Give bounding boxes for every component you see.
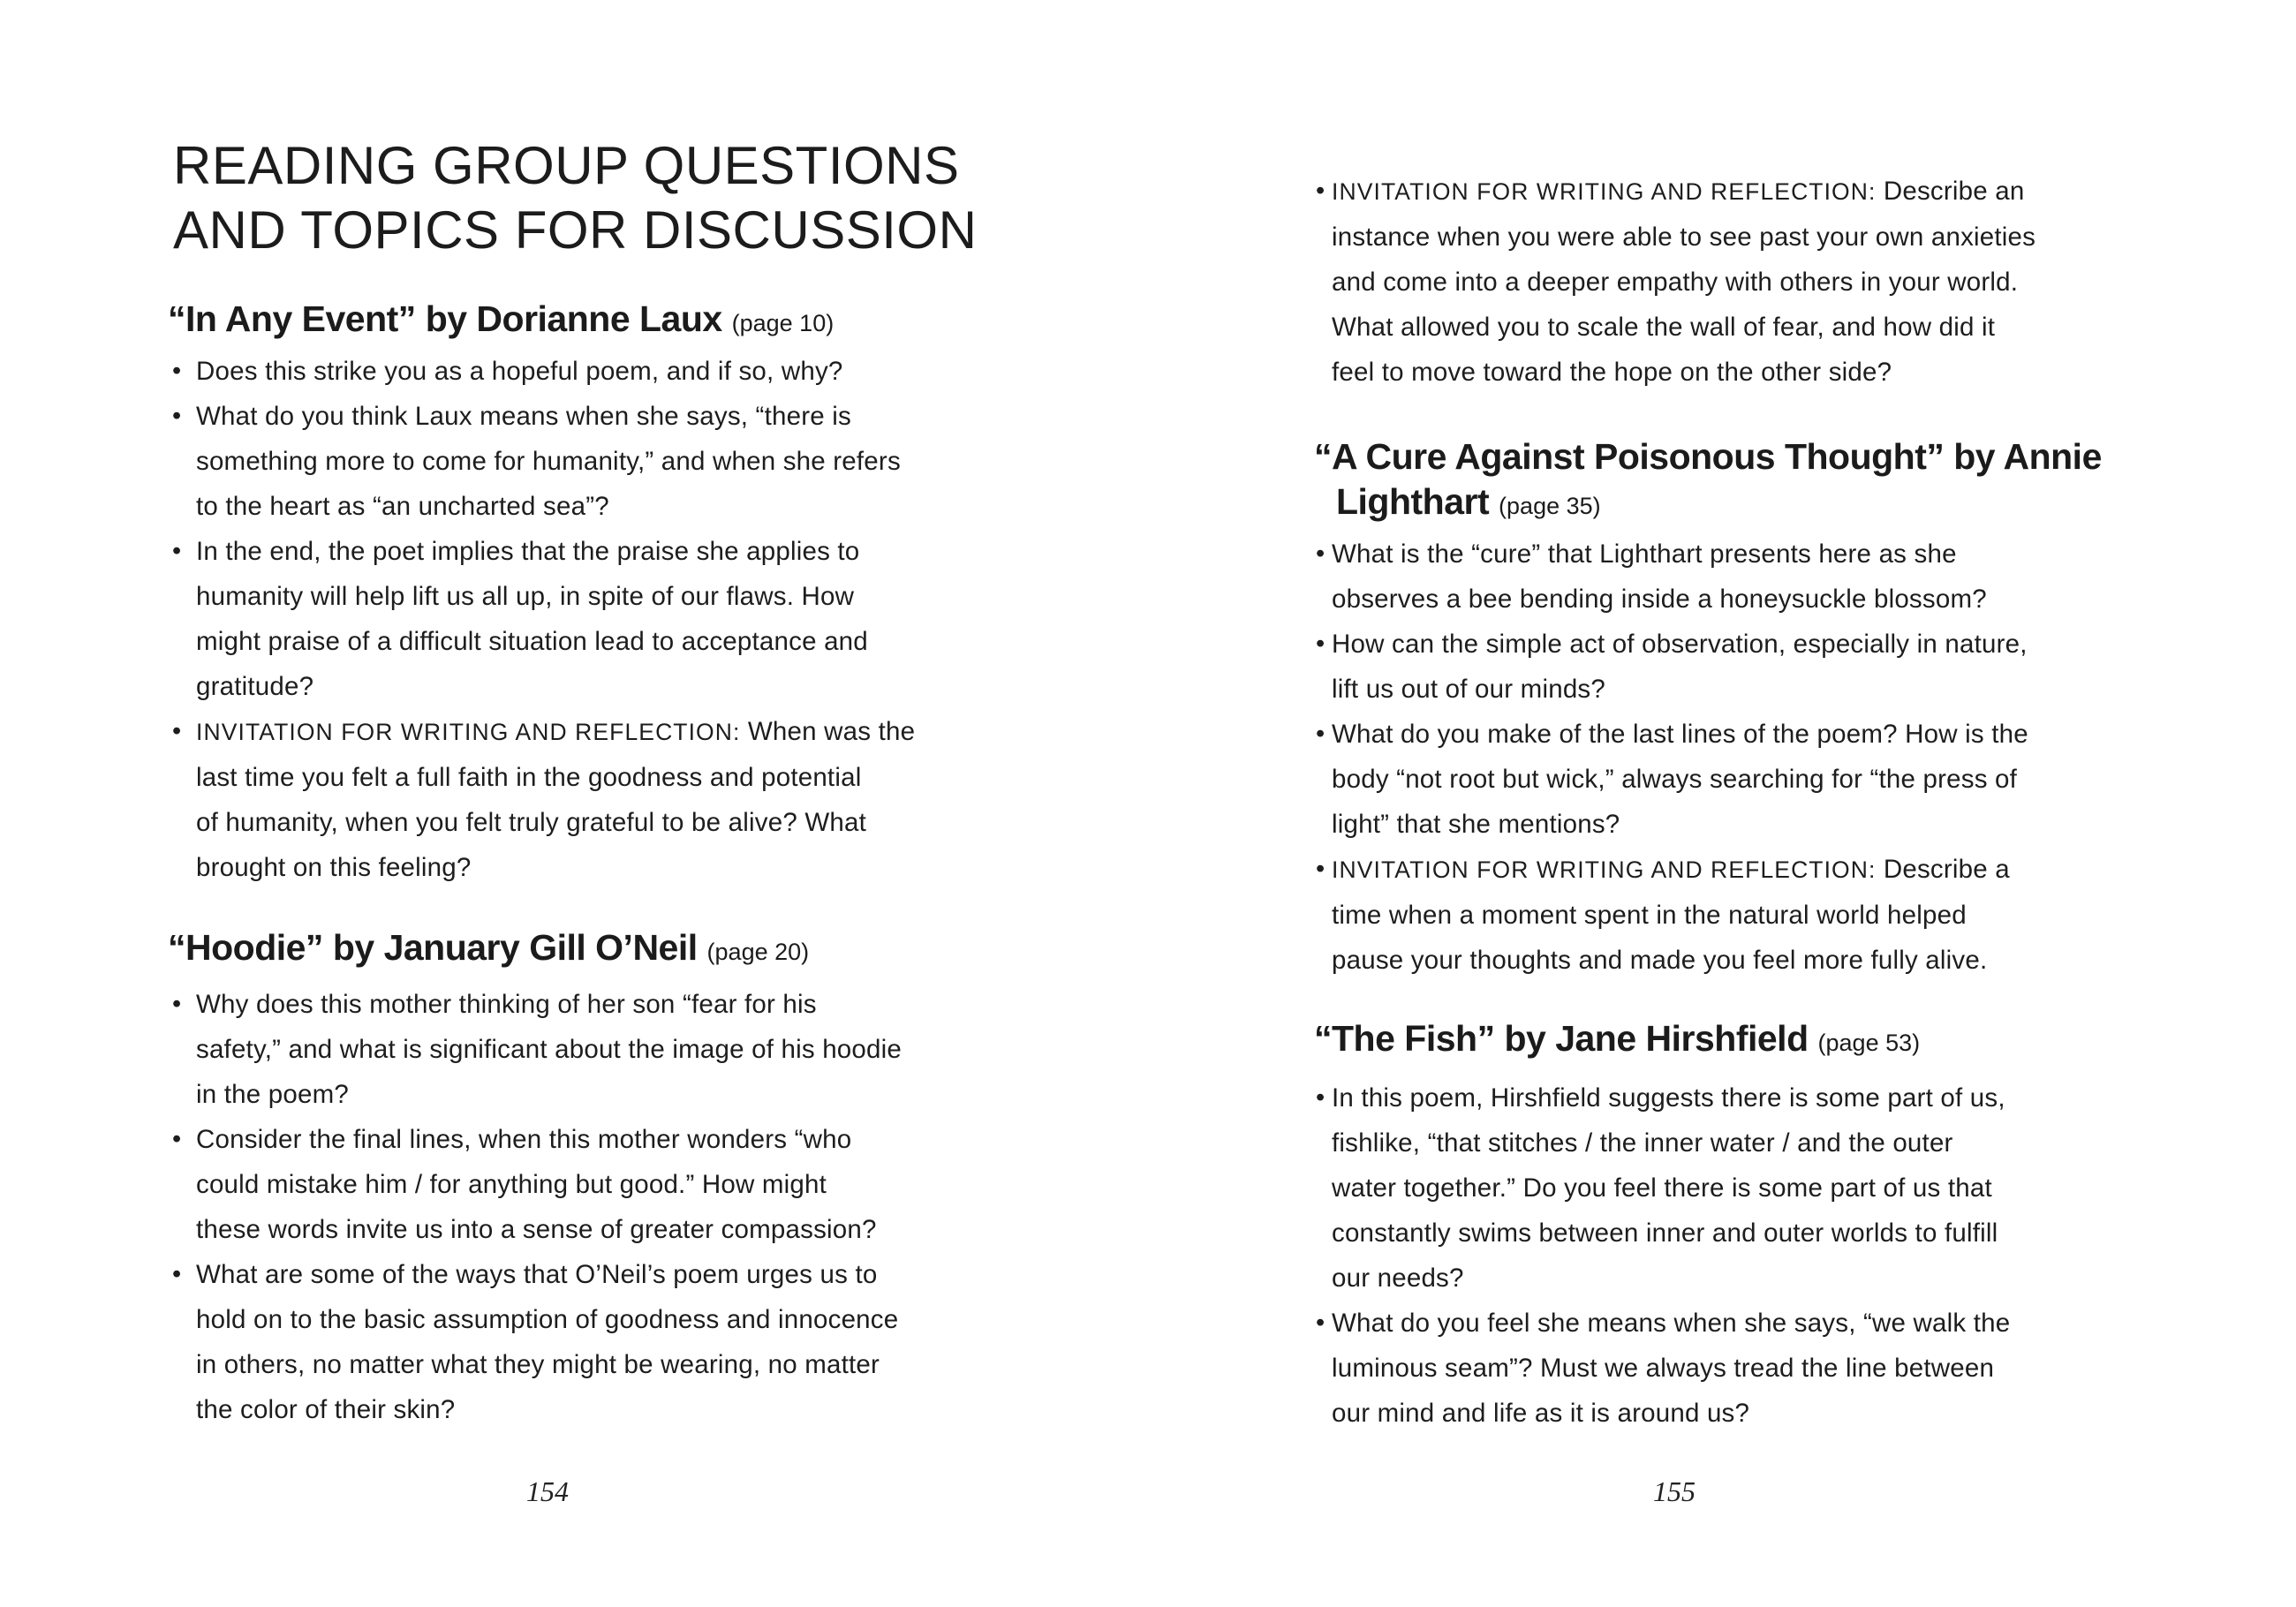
bullet-text: In the end, the poet implies that the praise she applies to <box>196 537 860 566</box>
section-heading-line <box>1314 434 2277 479</box>
bullet-line <box>196 1027 1130 1072</box>
bullet-icon: • <box>1316 1083 1325 1112</box>
bullet-line <box>196 1252 1130 1297</box>
bullet-icon: • <box>172 717 182 745</box>
bullet-text: Why does this mother thinking of her son “fear for his <box>196 990 817 1019</box>
bullet-list <box>1314 532 2277 983</box>
bullet-line <box>196 484 1130 529</box>
bullet-line <box>1332 667 2277 712</box>
bullet-icon: • <box>172 537 182 565</box>
bullet-text: What is the “cure” that Lighthart presents here as she <box>1332 539 1957 569</box>
bullet-text: of humanity, when you felt truly grateful to be alive? What <box>196 808 866 837</box>
bullet-line <box>1332 1256 2277 1301</box>
bullet-line <box>1332 350 2277 395</box>
bullet-item <box>168 982 1130 1117</box>
bullet-item <box>168 349 1130 394</box>
bullet-text: humanity will help lift us all up, in spite of our flaws. How <box>196 582 855 611</box>
bullet-icon: • <box>1316 1309 1325 1337</box>
bullet-text: feel to move toward the hope on the other side? <box>1332 358 1892 387</box>
bullet-text: these words invite us into a sense of greater compassion? <box>196 1215 877 1244</box>
bullet-list <box>168 349 1130 890</box>
page-column-155 <box>1314 0 2277 1436</box>
bullet-line <box>196 1207 1130 1252</box>
section-heading-text: “The Fish” by Jane Hirshfield <box>1314 1018 1809 1059</box>
bullet-text: gratitude? <box>196 672 314 701</box>
discussion-section <box>1314 434 2277 983</box>
section-heading-text: “A Cure Against Poisonous Thought” by Annie <box>1314 436 2102 477</box>
bullet-icon: • <box>1316 539 1325 568</box>
bullet-line <box>196 349 1130 394</box>
bullet-line <box>196 439 1130 484</box>
bullet-item <box>168 394 1130 529</box>
bullet-line <box>1332 1211 2277 1256</box>
bullet-line <box>196 574 1130 619</box>
bullet-text: observes a bee bending inside a honeysuckle blossom? <box>1332 585 1987 614</box>
section-heading-line <box>168 925 1130 975</box>
bullet-list <box>1314 1075 2277 1436</box>
bullet-text: Describe an <box>1883 177 2025 206</box>
bullet-text: hold on to the basic assumption of goodness and innocence <box>196 1305 899 1334</box>
bullet-item <box>1314 712 2277 847</box>
bullet-line <box>196 982 1130 1027</box>
section-heading <box>168 297 1130 346</box>
bullet-list <box>168 982 1130 1432</box>
page-column-154 <box>168 0 1130 1432</box>
bullet-item <box>1314 1075 2277 1301</box>
bullet-line <box>1332 1120 2277 1166</box>
bullet-line <box>1332 847 2277 893</box>
bullet-icon: • <box>172 1125 182 1153</box>
bullet-line <box>1332 1391 2277 1436</box>
bullet-icon: • <box>1316 720 1325 748</box>
bullet-text: last time you felt a full faith in the goodness and potential <box>196 763 862 792</box>
bullet-text: safety,” and what is significant about the image of his hoodie <box>196 1035 902 1064</box>
bullet-line <box>196 394 1130 439</box>
section-heading-text: “In Any Event” by Dorianne Laux <box>168 298 722 339</box>
bullet-text: When was the <box>747 717 916 746</box>
bullet-line <box>196 1162 1130 1207</box>
bullet-icon: • <box>1316 855 1325 883</box>
bullet-line <box>1332 1075 2277 1120</box>
section-page-ref: (page 10) <box>731 310 835 336</box>
bullet-line <box>196 800 1130 845</box>
bullet-line <box>1332 938 2277 983</box>
bullet-item <box>168 1117 1130 1252</box>
bullet-text: What do you think Laux means when she says, “there is <box>196 402 851 431</box>
bullet-text: Describe a <box>1883 855 2010 884</box>
bullet-text: in others, no matter what they might be wearing, no matter <box>196 1350 880 1379</box>
bullet-icon: • <box>172 1260 182 1288</box>
bullet-text: Does this strike you as a hopeful poem, and if so, why? <box>196 357 843 386</box>
bullet-text: the color of their skin? <box>196 1395 456 1424</box>
bullet-text: to the heart as “an uncharted sea”? <box>196 492 609 521</box>
bullet-text: luminous seam”? Must we always tread the line between <box>1332 1354 1995 1383</box>
bullet-item <box>1314 169 2277 395</box>
section-page-ref: (page 20) <box>706 939 810 965</box>
bullet-item <box>1314 532 2277 622</box>
section-heading <box>1314 1016 2277 1066</box>
bullet-line <box>1332 622 2277 667</box>
section-heading <box>1314 434 2277 529</box>
bullet-line <box>1332 532 2277 577</box>
bullet-text: pause your thoughts and made you feel more fully alive. <box>1332 946 1988 975</box>
bullet-line <box>196 619 1130 664</box>
bullet-icon: • <box>172 357 182 385</box>
bullet-text: body “not root but wick,” always searching for “the press of <box>1332 765 2018 794</box>
bullet-line <box>1332 757 2277 802</box>
bullet-text: and come into a deeper empathy with others in your world. <box>1332 268 2019 297</box>
discussion-section <box>1314 1016 2277 1436</box>
bullet-text: time when a moment spent in the natural world helped <box>1332 901 1967 930</box>
bullet-text: instance when you were able to see past your own anxieties <box>1332 223 2036 252</box>
bullet-text: constantly swims between inner and outer worlds to fulfill <box>1332 1218 1998 1248</box>
bullet-text: What do you make of the last lines of the poem? How is the <box>1332 720 2028 749</box>
page-number: 154 <box>526 1475 569 1507</box>
section-page-ref: (page 35) <box>1499 493 1601 519</box>
bullet-line <box>1332 1166 2277 1211</box>
bullet-line <box>196 529 1130 574</box>
bullet-item <box>1314 847 2277 983</box>
section-page-ref: (page 53) <box>1817 1030 1921 1056</box>
page-title-line: AND TOPICS FOR DISCUSSION <box>173 200 978 260</box>
bullet-text: What do you feel she means when she says, “we walk the <box>1332 1309 2011 1338</box>
invitation-lead: INVITATION FOR WRITING AND REFLECTION: <box>1332 178 1877 205</box>
invitation-lead: INVITATION FOR WRITING AND REFLECTION: <box>196 719 741 745</box>
bullet-line <box>196 1072 1130 1117</box>
bullet-text: In this poem, Hirshfield suggests there is some part of us, <box>1332 1083 2005 1113</box>
bullet-line <box>196 1297 1130 1342</box>
bullet-line <box>1332 1346 2277 1391</box>
discussion-section <box>168 925 1130 1432</box>
bullet-line <box>196 845 1130 890</box>
bullet-line <box>196 709 1130 755</box>
bullet-text: How can the simple act of observation, especially in nature, <box>1332 630 2028 659</box>
bullet-text: fishlike, “that stitches / the inner water / and the outer <box>1332 1128 1953 1158</box>
bullet-line <box>1332 712 2277 757</box>
bullet-item <box>1314 622 2277 712</box>
discussion-section <box>168 297 1130 890</box>
bullet-text: brought on this feeling? <box>196 853 472 882</box>
bullet-item <box>168 1252 1130 1432</box>
bullet-item <box>1314 1301 2277 1436</box>
bullet-text: our needs? <box>1332 1264 1464 1293</box>
bullet-item <box>168 709 1130 890</box>
bullet-line <box>1332 169 2277 215</box>
section-heading-line <box>168 297 1130 346</box>
bullet-text: What allowed you to scale the wall of fear, and how did it <box>1332 313 1996 342</box>
page-title-line: READING GROUP QUESTIONS <box>173 136 960 195</box>
bullet-text: our mind and life as it is around us? <box>1332 1399 1750 1428</box>
bullet-line <box>196 1342 1130 1387</box>
bullet-text: lift us out of our minds? <box>1332 675 1605 704</box>
section-heading-text: Lighthart <box>1336 481 1490 522</box>
bullet-icon: • <box>1316 630 1325 658</box>
page-title <box>173 133 1130 262</box>
bullet-line <box>1332 893 2277 938</box>
bullet-text: water together.” Do you feel there is some part of us that <box>1332 1173 1992 1203</box>
bullet-line <box>1332 577 2277 622</box>
bullet-text: Consider the final lines, when this mother wonders “who <box>196 1125 852 1154</box>
bullet-text: What are some of the ways that O’Neil’s poem urges us to <box>196 1260 878 1289</box>
bullet-line <box>1332 215 2277 260</box>
bullet-line <box>196 664 1130 709</box>
bullet-line <box>196 1117 1130 1162</box>
bullet-line <box>1332 260 2277 305</box>
bullet-item <box>168 529 1130 709</box>
bullet-text: could mistake him / for anything but good.” How might <box>196 1170 827 1199</box>
page-number: 155 <box>1653 1475 1696 1507</box>
bullet-line <box>196 755 1130 800</box>
bullet-line <box>1332 305 2277 350</box>
bullet-text: something more to come for humanity,” and when she refers <box>196 447 901 476</box>
bullet-text: in the poem? <box>196 1080 349 1109</box>
bullet-icon: • <box>1316 177 1325 205</box>
bullet-icon: • <box>172 990 182 1018</box>
bullet-line <box>196 1387 1130 1432</box>
bullet-text: might praise of a difficult situation lead to acceptance and <box>196 627 868 656</box>
bullet-text: light” that she mentions? <box>1332 810 1620 839</box>
section-heading <box>168 925 1130 975</box>
bullet-line <box>1332 1301 2277 1346</box>
bullet-icon: • <box>172 402 182 430</box>
bullet-list <box>1314 169 2277 395</box>
section-heading-line <box>1314 1016 2277 1066</box>
section-heading-text: “Hoodie” by January Gill O’Neil <box>168 927 698 968</box>
section-heading-line <box>1314 479 2277 529</box>
discussion-section <box>1314 169 2277 395</box>
bullet-line <box>1332 802 2277 847</box>
invitation-lead: INVITATION FOR WRITING AND REFLECTION: <box>1332 856 1877 883</box>
